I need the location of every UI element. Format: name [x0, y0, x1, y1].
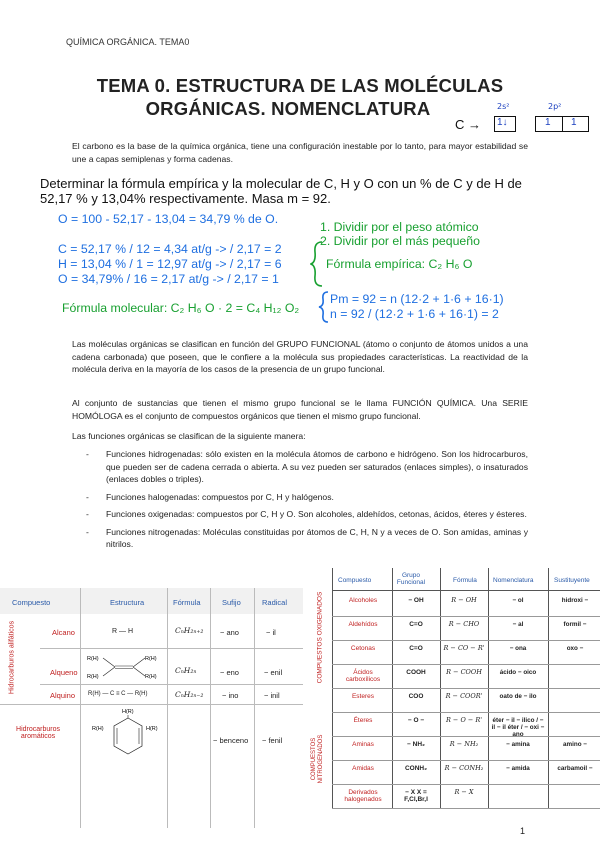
- fg-cell-name: Éteres: [353, 717, 373, 724]
- hc-header-compuesto: Compuesto: [12, 598, 51, 607]
- empirical-formula: [326, 257, 472, 271]
- fg-cell-group: − X X = F,Cl,Br,I: [404, 789, 428, 803]
- svg-text:R(H): R(H): [145, 656, 157, 662]
- paragraph-grupo-funcional: Las moléculas orgánicas se clasifican en función del GRUPO FUNCIONAL (átomo o conjunto de átomos unidos a una cadena carbonada) que poseen, que le confiere a la molécula sus propiedades características. La reactividad de la molécula deriva en la mayoría de los casos de la presencia de un grupo funcional.: [72, 339, 528, 375]
- handwritten-config: [455, 100, 595, 140]
- hc-row-alcano-name: Alcano: [52, 628, 75, 637]
- svg-text:H(R): H(R): [122, 709, 134, 715]
- list-item: - Funciones halogenadas: compuestos por C, H y halógenos.: [86, 491, 528, 504]
- hydrocarbon-table: [0, 588, 303, 828]
- hc-divider: [254, 588, 255, 828]
- fg-cell-name: Ácidos carboxílicos: [345, 669, 381, 683]
- fg-cell-group: − OH: [408, 597, 424, 604]
- fg-header-sustituyente: Sustituyente: [554, 577, 590, 584]
- n-line: n = 92 / (12·2 + 1·6 + 16·1) = 2: [330, 307, 499, 321]
- svg-text:R(H): R(H): [92, 726, 104, 732]
- benzene-structure: [92, 706, 162, 776]
- fg-cell-formula: R − COOR': [445, 692, 483, 700]
- fg-row-line: [332, 616, 600, 617]
- exercise-line-1: Determinar la fórmula empírica y la molecular de C, H y O con un % de C y de H de: [40, 176, 522, 191]
- fg-cell-group: C=O: [409, 645, 423, 652]
- list-item: - Funciones nitrogenadas: Moléculas constituidas por átomos de C, H, N y a veces de O. Son amidas, aminas y nitrilos.: [86, 526, 528, 551]
- hc-row-line: [40, 684, 303, 685]
- hc-header-radical: Radical: [262, 598, 288, 607]
- svg-text:H(R): H(R): [146, 726, 158, 732]
- fg-row-line: [332, 784, 600, 785]
- fg-row-line: [332, 712, 600, 713]
- hc-row-alquino-suffix: − ino: [222, 691, 239, 700]
- hc-row-line: [0, 704, 303, 705]
- fg-cell-subst: oxo −: [566, 645, 584, 652]
- hc-divider: [167, 588, 168, 828]
- fg-cell-subst: hidroxi −: [561, 597, 589, 604]
- oxygen-line: O = 34,79% / 16 = 2,17 at/g -> / 2,17 = 1: [58, 272, 279, 286]
- hc-header-sufijo: Sufijo: [222, 598, 241, 607]
- intro-paragraph: El carbono es la base de la química orgánica, tiene una configuración inestable por lo tanto, para mayor estabilidad se une a capas semiplenas y forma cadenas.: [72, 141, 528, 164]
- hc-divider: [210, 588, 211, 828]
- fg-cell-group: − NH₂: [407, 741, 425, 748]
- step-1: 1. Dividir por el peso atómico: [320, 220, 479, 234]
- alkene-structure: [85, 652, 165, 682]
- functions-list: [86, 448, 528, 556]
- fg-cell-group: − O −: [407, 717, 425, 724]
- functional-groups-table: [308, 568, 600, 808]
- hc-row-line: [40, 648, 303, 649]
- hc-row-alcano-formula: CₙH₂ₙ₊₂: [175, 626, 204, 635]
- fg-header-compuesto: Compuesto: [338, 577, 372, 584]
- hc-row-alcano-suffix: − ano: [220, 628, 239, 637]
- step-2: 2. Dividir por el más pequeño: [320, 234, 480, 248]
- fg-cell-formula: R − O − R': [445, 716, 483, 724]
- orbital-2s-label: 2s²: [497, 102, 510, 111]
- brace-green: [310, 240, 324, 288]
- fg-cell-name: Esteres: [351, 693, 375, 700]
- empirical-value: ₂ H₆ O: [437, 257, 473, 271]
- hc-row-alquino-structure: R(H) — C ≡ C — R(H): [88, 691, 148, 697]
- orbital-box-2p-b: 1: [571, 117, 577, 128]
- pm-line: Pm = 92 = n (12·2 + 1·6 + 16·1): [330, 292, 504, 306]
- hc-row-alcano-structure: R — H: [112, 628, 133, 635]
- fg-cell-subst: amino −: [563, 741, 587, 748]
- fg-cell-group: COOH: [406, 669, 426, 676]
- list-item: - Funciones oxigenadas: compuestos por C, H y O. Son alcoholes, aldehídos, cetonas, ácidos, éteres y ésteres.: [86, 508, 528, 521]
- fg-cell-subst: formil −: [563, 621, 587, 628]
- hc-divider: [80, 588, 81, 828]
- fg-nitro-label: COMPUESTOS NITROGENADOS: [311, 734, 324, 784]
- fg-cell-name: Aminas: [352, 741, 374, 748]
- hc-row-alquino-formula: CₙH₂ₙ₋₂: [175, 690, 204, 699]
- fg-cell-name: Amidas: [352, 765, 374, 772]
- fg-header-formula: Fórmula: [453, 577, 477, 584]
- fg-row-line: [332, 640, 600, 641]
- brace-blue: [318, 290, 330, 324]
- orbital-box-2p-a: 1: [545, 117, 551, 128]
- fg-cell-subst: carbamoil −: [557, 765, 593, 772]
- fg-cell-formula: R − CO − R': [443, 644, 485, 652]
- fg-cell-name: Cetonas: [350, 645, 376, 652]
- fg-row-line: [332, 808, 600, 809]
- hc-row-alqueno-name: Alqueno: [50, 668, 78, 677]
- empirical-label: Fórmula empírica: C: [326, 257, 438, 271]
- fg-cell-nomen: − amina: [506, 741, 530, 748]
- list-item: - Funciones hidrogenadas: sólo existen en la molécula átomos de carbono e hidrógeno. Son los hidrocarburos, que pueden ser de cadena cerrada o abierta. A su vez pueden ser saturados (enlaces simples), o insaturados (enlaces dobles o triples).: [86, 448, 528, 486]
- fg-cell-name: Aldehídos: [348, 621, 378, 628]
- hc-group-label: Hidrocarburos alifáticos: [8, 620, 16, 695]
- orbital-box-divider: [562, 116, 563, 131]
- page-number: 1: [520, 826, 526, 836]
- fg-header-nomenclatura: Nomenclatura: [493, 577, 534, 584]
- fg-cell-nomen: − ol: [512, 597, 524, 604]
- fg-oxy-label: COMPUESTOS OXIGENADOS: [316, 591, 324, 684]
- fg-row-line: [332, 736, 600, 737]
- hc-header-formula: Fórmula: [173, 598, 201, 607]
- orbital-2p-label: 2p²: [548, 102, 562, 111]
- hc-row-aromatic-name: Hidrocarburos aromáticos: [16, 726, 60, 740]
- fg-header-line: [332, 590, 600, 591]
- fg-cell-formula: R − CHO: [448, 620, 480, 628]
- hc-row-alcano-radical: − il: [266, 628, 276, 637]
- title-line-1: TEMA 0. ESTRUCTURA DE LAS MOLÉCULAS: [96, 75, 504, 96]
- fg-header-grupo: Grupo Funcional: [396, 572, 426, 586]
- fg-row-line: [332, 688, 600, 689]
- config-arrow-label: C →: [455, 117, 481, 132]
- hydrogen-line: H = 13,04 % / 1 = 12,97 at/g -> / 2,17 = 6: [58, 257, 282, 271]
- fg-cell-name: Alcoholes: [348, 597, 378, 604]
- paragraph-clasificacion: Las funciones orgánicas se clasifican de la siguiente manera:: [72, 431, 306, 441]
- orbital-box-2s-text: 1↓: [497, 117, 508, 128]
- title-line-2: ORGÁNICAS. NOMENCLATURA: [145, 98, 431, 119]
- fg-cell-nomen: − amida: [506, 765, 530, 772]
- running-header: QUÍMICA ORGÁNICA. TEMA0: [66, 37, 190, 47]
- molecular-formula: Fórmula molecular: C₂ H₆ O · 2 = C₄ H₁₂ O₂: [62, 301, 300, 315]
- fg-cell-nomen: éter − il − ilico / − il − il éter / − oxi − ano: [491, 717, 545, 738]
- hc-row-alqueno-suffix: − eno: [220, 668, 239, 677]
- carbon-line: C = 52,17 % / 12 = 4,34 at/g -> / 2,17 = 2: [58, 242, 282, 256]
- hc-header-estructura: Estructura: [110, 598, 145, 607]
- hc-row-alquino-name: Alquino: [50, 691, 76, 700]
- fg-row-line: [332, 664, 600, 665]
- fg-cell-formula: R − OH: [451, 596, 477, 604]
- fg-cell-group: COO: [408, 693, 424, 700]
- exercise-statement: [40, 176, 560, 206]
- fg-row-line: [332, 760, 600, 761]
- fg-cell-formula: R − X: [454, 788, 474, 796]
- fg-cell-formula: R − CONH₂: [444, 764, 484, 772]
- fg-cell-nomen: ácido − oico: [499, 669, 537, 676]
- svg-text:R(H): R(H): [145, 674, 157, 680]
- fg-cell-nomen: − ona: [509, 645, 527, 652]
- hc-row-alquino-radical: − inil: [264, 691, 280, 700]
- hc-row-aromatic-suffix: − benceno: [213, 736, 249, 745]
- hc-row-aromatic-radical: − fenil: [262, 736, 283, 745]
- svg-text:R(H): R(H): [87, 656, 99, 662]
- fg-cell-formula: R − COOH: [446, 668, 482, 676]
- fg-cell-formula: R − NH₂: [449, 740, 479, 748]
- paragraph-funcion-quimica: Al conjunto de sustancias que tienen el mismo grupo funcional se le llama FUNCIÓN QUÍMICA. Una SERIE HOMÓLOGA es el conjunto de compuestos orgánicos que tienen el mismo grupo funcional.: [72, 398, 528, 421]
- fg-cell-group: CONH₂: [404, 765, 428, 772]
- hc-row-alqueno-formula: CₙH₂ₙ: [175, 666, 197, 675]
- fg-cell-name: Derivados halogenados: [344, 789, 382, 803]
- fg-cell-nomen: oato de − ilo: [499, 693, 537, 700]
- fg-cell-nomen: − al: [512, 621, 524, 628]
- fg-cell-group: C=O: [409, 621, 423, 628]
- oxygen-calculation: O = 100 - 52,17 - 13,04 = 34,79 % de O.: [58, 212, 279, 226]
- svg-text:R(H): R(H): [87, 674, 99, 680]
- hc-row-alqueno-radical: − enil: [264, 668, 283, 677]
- exercise-line-2: 52,17 % y 13,04% respectivamente. Masa m = 92.: [40, 191, 331, 206]
